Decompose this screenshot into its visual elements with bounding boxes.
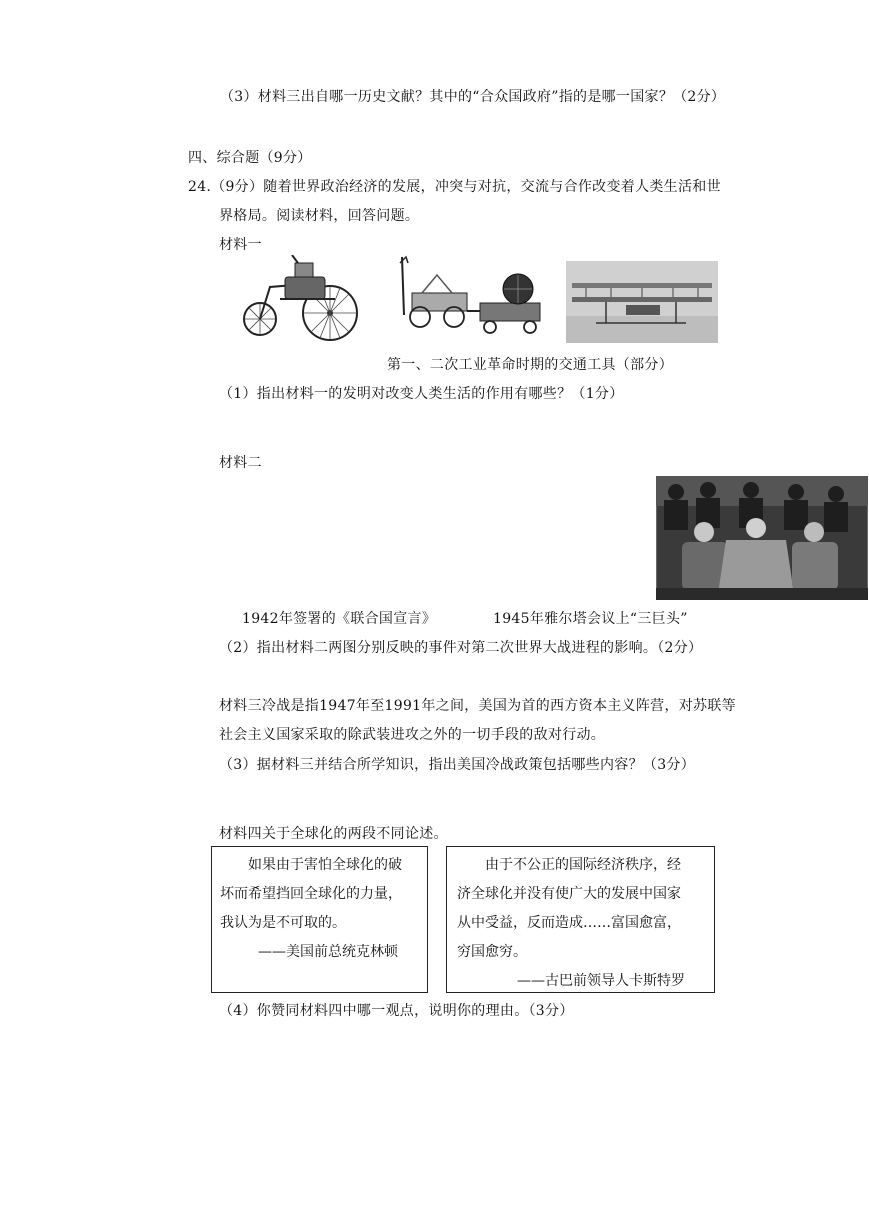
quote-left-attribution: ——美国前总统克林顿 [258, 944, 398, 960]
airplane-image [566, 261, 718, 343]
q24-intro-line1: 24.（9分）随着世界政治经济的发展，冲突与对抗，交流与合作改变着人类生活和世 [188, 179, 721, 195]
material2-caption-left: 1942年签署的《联合国宣言》 [242, 611, 437, 627]
yalta-photo [656, 476, 868, 600]
quote-box-clinton [211, 846, 428, 993]
quote-right-line4: 穷国愈穷。 [457, 944, 527, 960]
material3-question: （3）据材料三并结合所学知识，指出美国冷战政策包括哪些内容？（3分） [219, 757, 696, 773]
material3-line2: 社会主义国家采取的除武装进攻之外的一切手段的敌对行动。 [219, 727, 606, 743]
car-image [240, 255, 360, 345]
train-image [392, 255, 547, 345]
section-title: 四、综合题（9分） [188, 150, 312, 166]
quote-right-line1: 由于不公正的国际经济秩序，经 [485, 857, 681, 873]
q24-intro-line2: 界格局。阅读材料，回答问题。 [219, 208, 420, 224]
quote-left-line3: 我认为是不可取的。 [220, 915, 346, 931]
quote-right-attribution: ——古巴前领导人卡斯特罗 [517, 973, 685, 989]
material3-line1: 材料三冷战是指1947年至1991年之间，美国为首的西方资本主义阵营，对苏联等 [219, 698, 736, 714]
quote-left-line1: 如果由于害怕全球化的破 [248, 857, 402, 873]
quote-right-line3: 从中受益，反而造成……富国愈富， [457, 915, 681, 931]
material1-label: 材料一 [219, 237, 262, 253]
quote-right-line2: 济全球化并没有使广大的发展中国家 [457, 886, 681, 902]
material2-caption-right: 1945年雅尔塔会议上“三巨头” [493, 611, 688, 627]
material4-label: 材料四关于全球化的两段不同论述。 [219, 826, 448, 842]
material2-label: 材料二 [219, 455, 262, 471]
q23-part3-question: （3）材料三出自哪一历史文献？其中的“合众国政府”指的是哪一国家？（2分） [220, 89, 726, 105]
material2-question: （2）指出材料二两图分别反映的事件对第二次世界大战进程的影响。（2分） [219, 640, 703, 656]
material1-question: （1）指出材料一的发明对改变人类生活的作用有哪些？（1分） [219, 386, 624, 402]
quote-box-castro [446, 846, 715, 993]
material1-caption: 第一、二次工业革命时期的交通工具（部分） [387, 357, 673, 373]
quote-left-line2: 坏而希望挡回全球化的力量， [220, 886, 402, 902]
material4-question: （4）你赞同材料四中哪一观点，说明你的理由。（3分） [219, 1003, 574, 1019]
